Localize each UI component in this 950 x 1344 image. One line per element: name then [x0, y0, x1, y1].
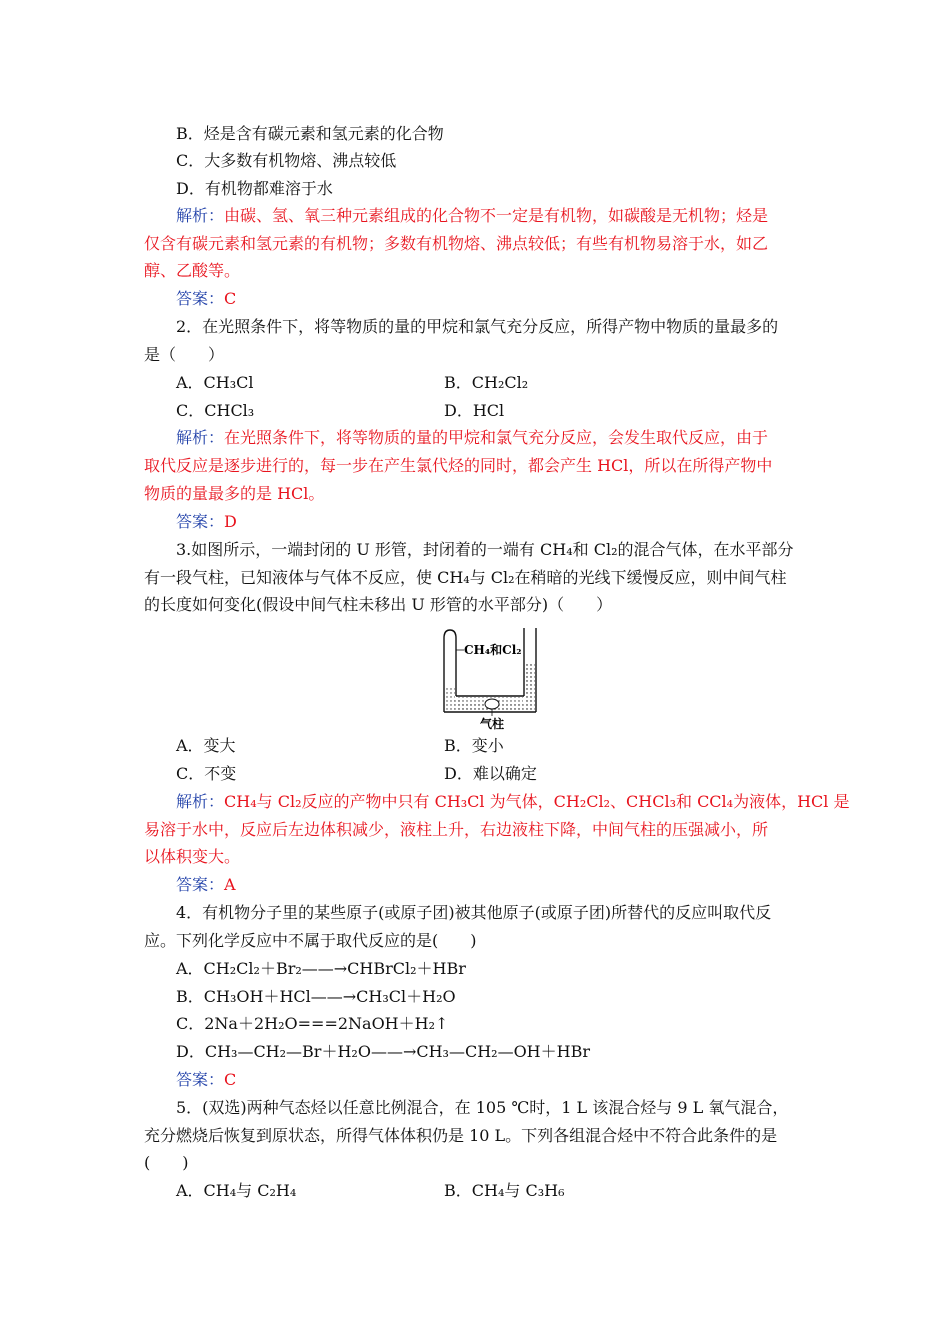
answer-value: C [224, 289, 237, 308]
answer-label: 答案： [176, 289, 225, 308]
q5-stem-line3: ( ) [144, 1153, 189, 1172]
analysis-label: 解析： [176, 792, 225, 811]
q3-stem-line2: 有一段气柱，已知液体与气体不反应，使 CH₄与 Cl₂在稍暗的光线下缓慢反应，则中间气柱 [144, 568, 787, 587]
q2-stem-line2: 是（ ） [144, 345, 225, 364]
answer-label: 答案： [176, 512, 225, 531]
q4-answer [176, 1070, 236, 1090]
q1-answer [176, 289, 236, 309]
figure-gas-label: CH₄和Cl₂ [464, 643, 522, 657]
q4-option-d: D．CH₃—CH₂—Br＋H₂O——→CH₃—CH₂—OH＋HBr [176, 1042, 590, 1061]
q2-analysis-line3: 物质的量最多的是 HCl。 [144, 484, 325, 503]
q2-option-c: C．CHCl₃ [176, 401, 255, 420]
q1-analysis-line1 [176, 206, 768, 226]
q4-stem-line2: 应。下列化学反应中不属于取代反应的是( ) [144, 931, 477, 950]
answer-value: A [224, 875, 236, 894]
analysis-text: 由碳、氢、氧三种元素组成的化合物不一定是有机物，如碳酸是无机物；烃是 [224, 206, 769, 225]
q3-option-b: B．变小 [444, 736, 504, 755]
q5-option-a: A．CH₄与 C₂H₄ [176, 1181, 297, 1200]
analysis-text: CH₄与 Cl₂反应的产物中只有 CH₃Cl 为气体，CH₂Cl₂、CHCl₃和 CCl₄为液体，HCl 是 [224, 792, 850, 811]
q3-option-c: C．不变 [176, 764, 237, 783]
answer-value: D [224, 512, 237, 531]
answer-label: 答案： [176, 875, 225, 894]
q2-option-b: B．CH₂Cl₂ [444, 373, 529, 392]
q3-option-a: A．变大 [176, 736, 236, 755]
q4-option-c: C．2Na＋2H₂O===2NaOH＋H₂↑ [176, 1014, 449, 1033]
q1-analysis-line3: 醇、乙酸等。 [144, 261, 241, 280]
q3-stem-line3: 的长度如何变化(假设中间气柱未移出 U 形管的水平部分)（ ） [144, 595, 613, 614]
q2-answer [176, 512, 237, 532]
q1-option-c: C．大多数有机物熔、沸点较低 [176, 151, 397, 170]
q4-option-b: B．CH₃OH＋HCl——→CH₃Cl＋H₂O [176, 987, 456, 1006]
answer-label: 答案： [176, 1070, 225, 1089]
u-tube-figure [430, 624, 550, 734]
q2-option-d: D．HCl [444, 401, 505, 420]
analysis-label: 解析： [176, 428, 225, 447]
q1-option-b: B．烃是含有碳元素和氢元素的化合物 [176, 124, 444, 143]
q5-stem-line2: 充分燃烧后恢复到原状态，所得气体体积仍是 10 L。下列各组混合烃中不符合此条件的是 [144, 1126, 778, 1145]
q2-analysis-line2: 取代反应是逐步进行的，每一步在产生氯代烃的同时，都会产生 HCl，所以在所得产物中 [144, 456, 773, 475]
q1-analysis-line2: 仅含有碳元素和氢元素的有机物；多数有机物熔、沸点较低；有些有机物易溶于水，如乙 [144, 234, 769, 253]
q5-stem-line1: 5．(双选)两种气态烃以任意比例混合，在 105 ℃时，1 L 该混合烃与 9 L 氧气混合， [176, 1098, 789, 1117]
q2-stem-line1: 2．在光照条件下，将等物质的量的甲烷和氯气充分反应，所得产物中物质的量最多的 [176, 317, 779, 336]
q4-option-a: A．CH₂Cl₂＋Br₂——→CHBrCl₂＋HBr [176, 959, 466, 978]
analysis-text: 在光照条件下，将等物质的量的甲烷和氯气充分反应，会发生取代反应，由于 [224, 428, 769, 447]
q3-analysis-line2: 易溶于水中，反应后左边体积减少，液柱上升，右边液柱下降，中间气柱的压强减小，所 [144, 820, 769, 839]
analysis-label: 解析： [176, 206, 225, 225]
q2-option-a: A．CH₃Cl [176, 373, 254, 392]
figure-bubble-label: 气柱 [480, 717, 505, 731]
q3-analysis-line3: 以体积变大。 [144, 847, 241, 866]
q3-answer [176, 875, 236, 895]
q4-stem-line1: 4．有机物分子里的某些原子(或原子团)被其他原子(或原子团)所替代的反应叫取代反 [176, 903, 772, 922]
answer-value: C [224, 1070, 237, 1089]
q5-option-b: B．CH₄与 C₃H₆ [444, 1181, 565, 1200]
q3-option-d: D．难以确定 [444, 764, 537, 783]
q3-stem-line1: 3.如图所示，一端封闭的 U 形管，封闭着的一端有 CH₄和 Cl₂的混合气体，在水平部分 [176, 540, 794, 559]
q3-analysis-line1 [176, 792, 849, 812]
q1-option-d: D．有机物都难溶于水 [176, 179, 333, 198]
q2-analysis-line1 [176, 428, 768, 448]
